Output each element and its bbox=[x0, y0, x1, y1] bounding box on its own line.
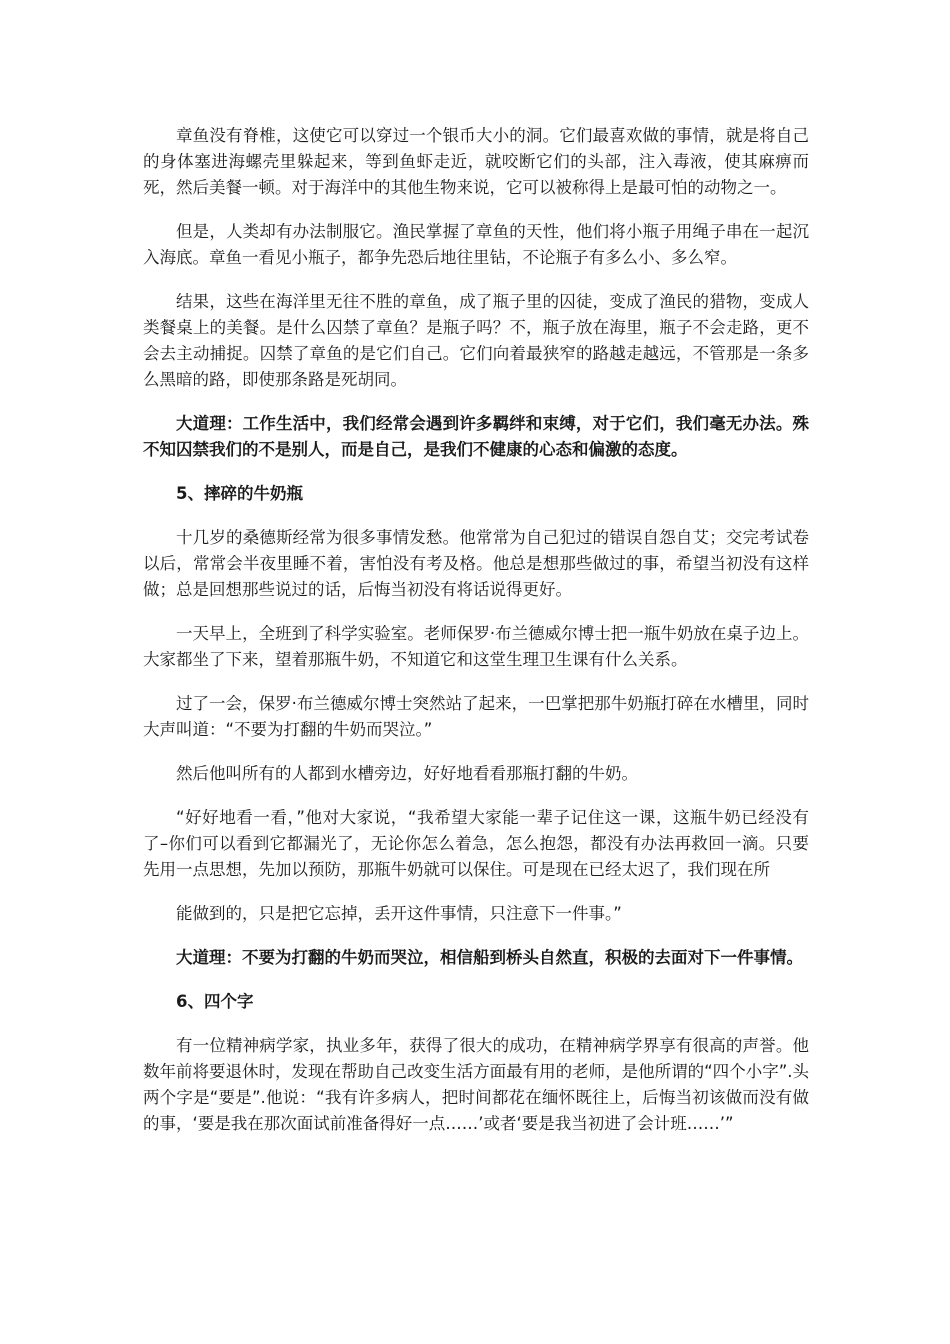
paragraph-sanders: 十几岁的桑德斯经常为很多事情发愁。他常常为自己犯过的错误自怨自艾；交完考试卷以后，常常会半夜里睡不着，害怕没有考及格。他总是想那些做过的事，希望当初没有这样做；总是回想那些说过的话，后悔当初没有将话说得更好。 bbox=[143, 528, 809, 599]
section-heading-four-words: 6、四个字 bbox=[176, 992, 254, 1011]
document-page bbox=[143, 123, 809, 1155]
paragraph-lab: 一天早上，全班到了科学实验室。老师保罗·布兰德威尔博士把一瓶牛奶放在桌子边上。大家都坐了下来，望着那瓶牛奶，不知道它和这堂生理卫生课有什么关系。 bbox=[143, 624, 809, 669]
paragraph-result: 结果，这些在海洋里无往不胜的章鱼，成了瓶子里的囚徒，变成了渔民的猎物，变成人类餐桌上的美餐。是什么囚禁了章鱼？是瓶子吗？不，瓶子放在海里，瓶子不会走路，更不会去主动捕捉。囚禁了章鱼的是它们自己。它们向着最狭窄的路越走越远，不管那是一条多么黑暗的路，即使那条路是死胡同。 bbox=[143, 292, 809, 389]
paragraph-psychiatrist: 有一位精神病学家，执业多年，获得了很大的成功，在精神病学界享有很高的声誉。他数年前将要退休时，发现在帮助自己改变生活方面最有用的老师，是他所谓的“四个小字”.头两个字是“要是”.他说：“我有许多病人，把时间都花在缅怀既往上，后悔当初该做而没有做的事，‘要是我在那次面试前准备得好一点……’或者‘要是我当初进了会计班……’” bbox=[143, 1036, 809, 1133]
section-heading-milk-bottle: 5、摔碎的牛奶瓶 bbox=[176, 484, 303, 503]
paragraph-speech: “好好地看一看，”他对大家说，“我希望大家能一辈子记住这一课，这瓶牛奶已经没有了–你们可以看到它都漏光了，无论你怎么着急，怎么抱怨，都没有办法再救回一滴。只要先用一点思想，先加以预防，那瓶牛奶就可以保住。可是现在已经太迟了，我们现在所 bbox=[143, 808, 809, 879]
paragraph-fishermen: 但是，人类却有办法制服它。渔民掌握了章鱼的天性，他们将小瓶子用绳子串在一起沉入海底。章鱼一看见小瓶子，都争先恐后地往里钻，不论瓶子有多么小、多么窄。 bbox=[143, 222, 809, 267]
paragraph-octopus-intro: 章鱼没有脊椎，这使它可以穿过一个银币大小的洞。它们最喜欢做的事情，就是将自己的身体塞进海螺壳里躲起来，等到鱼虾走近，就咬断它们的头部，注入毒液，使其麻痹而死，然后美餐一顿。对于海洋中的其他生物来说，它可以被称得上是最可怕的动物之一。 bbox=[143, 126, 809, 197]
lesson-paragraph-octopus: 大道理：工作生活中，我们经常会遇到许多羁绊和束缚，对于它们，我们毫无办法。殊不知囚禁我们的不是别人，而是自己，是我们不健康的心态和偏激的态度。 bbox=[143, 414, 809, 459]
paragraph-smash: 过了一会，保罗·布兰德威尔博士突然站了起来，一巴掌把那牛奶瓶打碎在水槽里，同时大声叫道：“不要为打翻的牛奶而哭泣。” bbox=[143, 694, 809, 739]
paragraph-look: 然后他叫所有的人都到水槽旁边，好好地看看那瓶打翻的牛奶。 bbox=[176, 764, 638, 783]
paragraph-speech-end: 能做到的，只是把它忘掉，丢开这件事情，只注意下一件事。” bbox=[176, 904, 622, 923]
lesson-paragraph-milk: 大道理：不要为打翻的牛奶而哭泣，相信船到桥头自然直，积极的去面对下一件事情。 bbox=[176, 948, 803, 967]
